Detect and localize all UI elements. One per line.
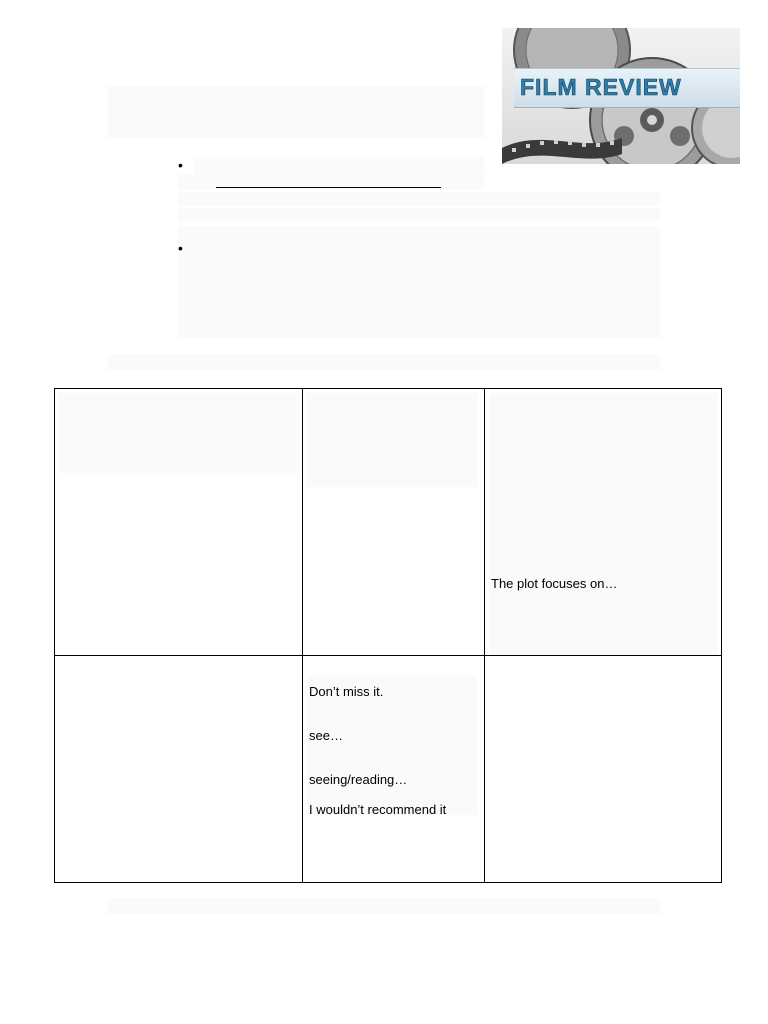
plot-prompt: The plot focuses on… [491, 576, 618, 591]
bullet-1-line-4 [178, 208, 660, 221]
cell-top-right-shade [489, 393, 717, 655]
footer-line [108, 898, 660, 914]
bullet-1-line-3 [178, 192, 660, 206]
instruction-line [108, 354, 660, 370]
grid-divider-v1 [302, 389, 303, 882]
logo-title: FILM REVIEW [520, 74, 682, 100]
cell-top-middle-shade [307, 393, 477, 487]
bullet-marker-1: • [178, 157, 183, 173]
recommendation-phrase-1: Don’t miss it. [309, 684, 384, 699]
grid-divider-h1 [55, 655, 721, 656]
bullet-1-line-1 [194, 157, 484, 173]
header-text-block [108, 86, 484, 138]
film-review-logo [502, 28, 740, 164]
grid-divider-v2 [484, 389, 485, 882]
bullet-marker-2: • [178, 240, 183, 256]
cell-top-left-shade [59, 393, 299, 473]
bullet-2-text-block [178, 226, 660, 338]
recommendation-phrase-2: see… [309, 728, 343, 743]
recommendation-phrase-3: seeing/reading… [309, 772, 408, 787]
recommendation-phrase-4: I wouldn’t recommend it [309, 802, 447, 817]
fill-in-blank-line [216, 187, 441, 188]
review-planning-grid [54, 388, 722, 883]
